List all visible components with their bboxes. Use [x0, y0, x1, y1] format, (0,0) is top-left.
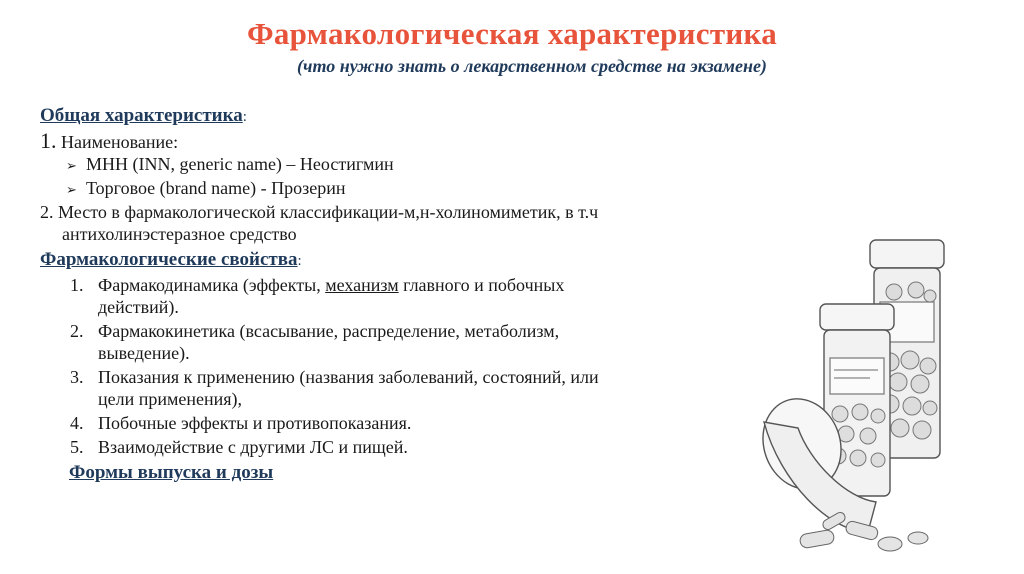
general-header-colon: : — [242, 109, 247, 125]
mechanism-link: механизм — [325, 275, 399, 295]
item1-number: 1. — [40, 128, 57, 153]
list-item: 2. Фармакокинетика (всасывание, распределение, метаболизм, выведение). — [70, 321, 560, 363]
bullet-brand: ➢ Торговое (brand name) - Прозерин — [40, 177, 760, 201]
properties-list — [40, 274, 760, 458]
page-title: Фармакологическая характеристика — [246, 16, 778, 51]
properties-header-colon: : — [297, 253, 302, 269]
pill-bottles-illustration — [750, 232, 1012, 562]
list-item: 5. Взаимодействие с другими ЛС и пищей. — [70, 437, 408, 457]
item2-line1: 2. Место в фармакологической классификации-м,н-холиномиметик, в т.ч — [40, 202, 599, 222]
page-subtitle: (что нужно знать о лекарственном средстве на экзамене) — [297, 56, 767, 76]
list-item: 3. Показания к применению (названия заболеваний, состояний, или цели применения), — [70, 367, 599, 409]
content — [40, 104, 760, 484]
forms-header: Формы выпуска и дозы — [69, 462, 274, 483]
general-header: Общая характеристика — [40, 105, 243, 126]
bullet-inn: ➢ МНН (INN, generic name) – Неостигмин — [40, 153, 760, 177]
list-item: 1. Фармакодинамика (эффекты, механизм главного и побочных действий). — [70, 275, 565, 317]
properties-header: Фармакологические свойства — [40, 249, 298, 270]
list-item: 4. Побочные эффекты и противопоказания. — [70, 413, 412, 433]
arrow-bullet-icon: ➢ — [66, 182, 77, 197]
arrow-bullet-icon: ➢ — [66, 158, 77, 173]
item1-label: Наименование: — [61, 132, 179, 152]
item2-line2: антихолинэстеразное средство — [62, 224, 297, 244]
